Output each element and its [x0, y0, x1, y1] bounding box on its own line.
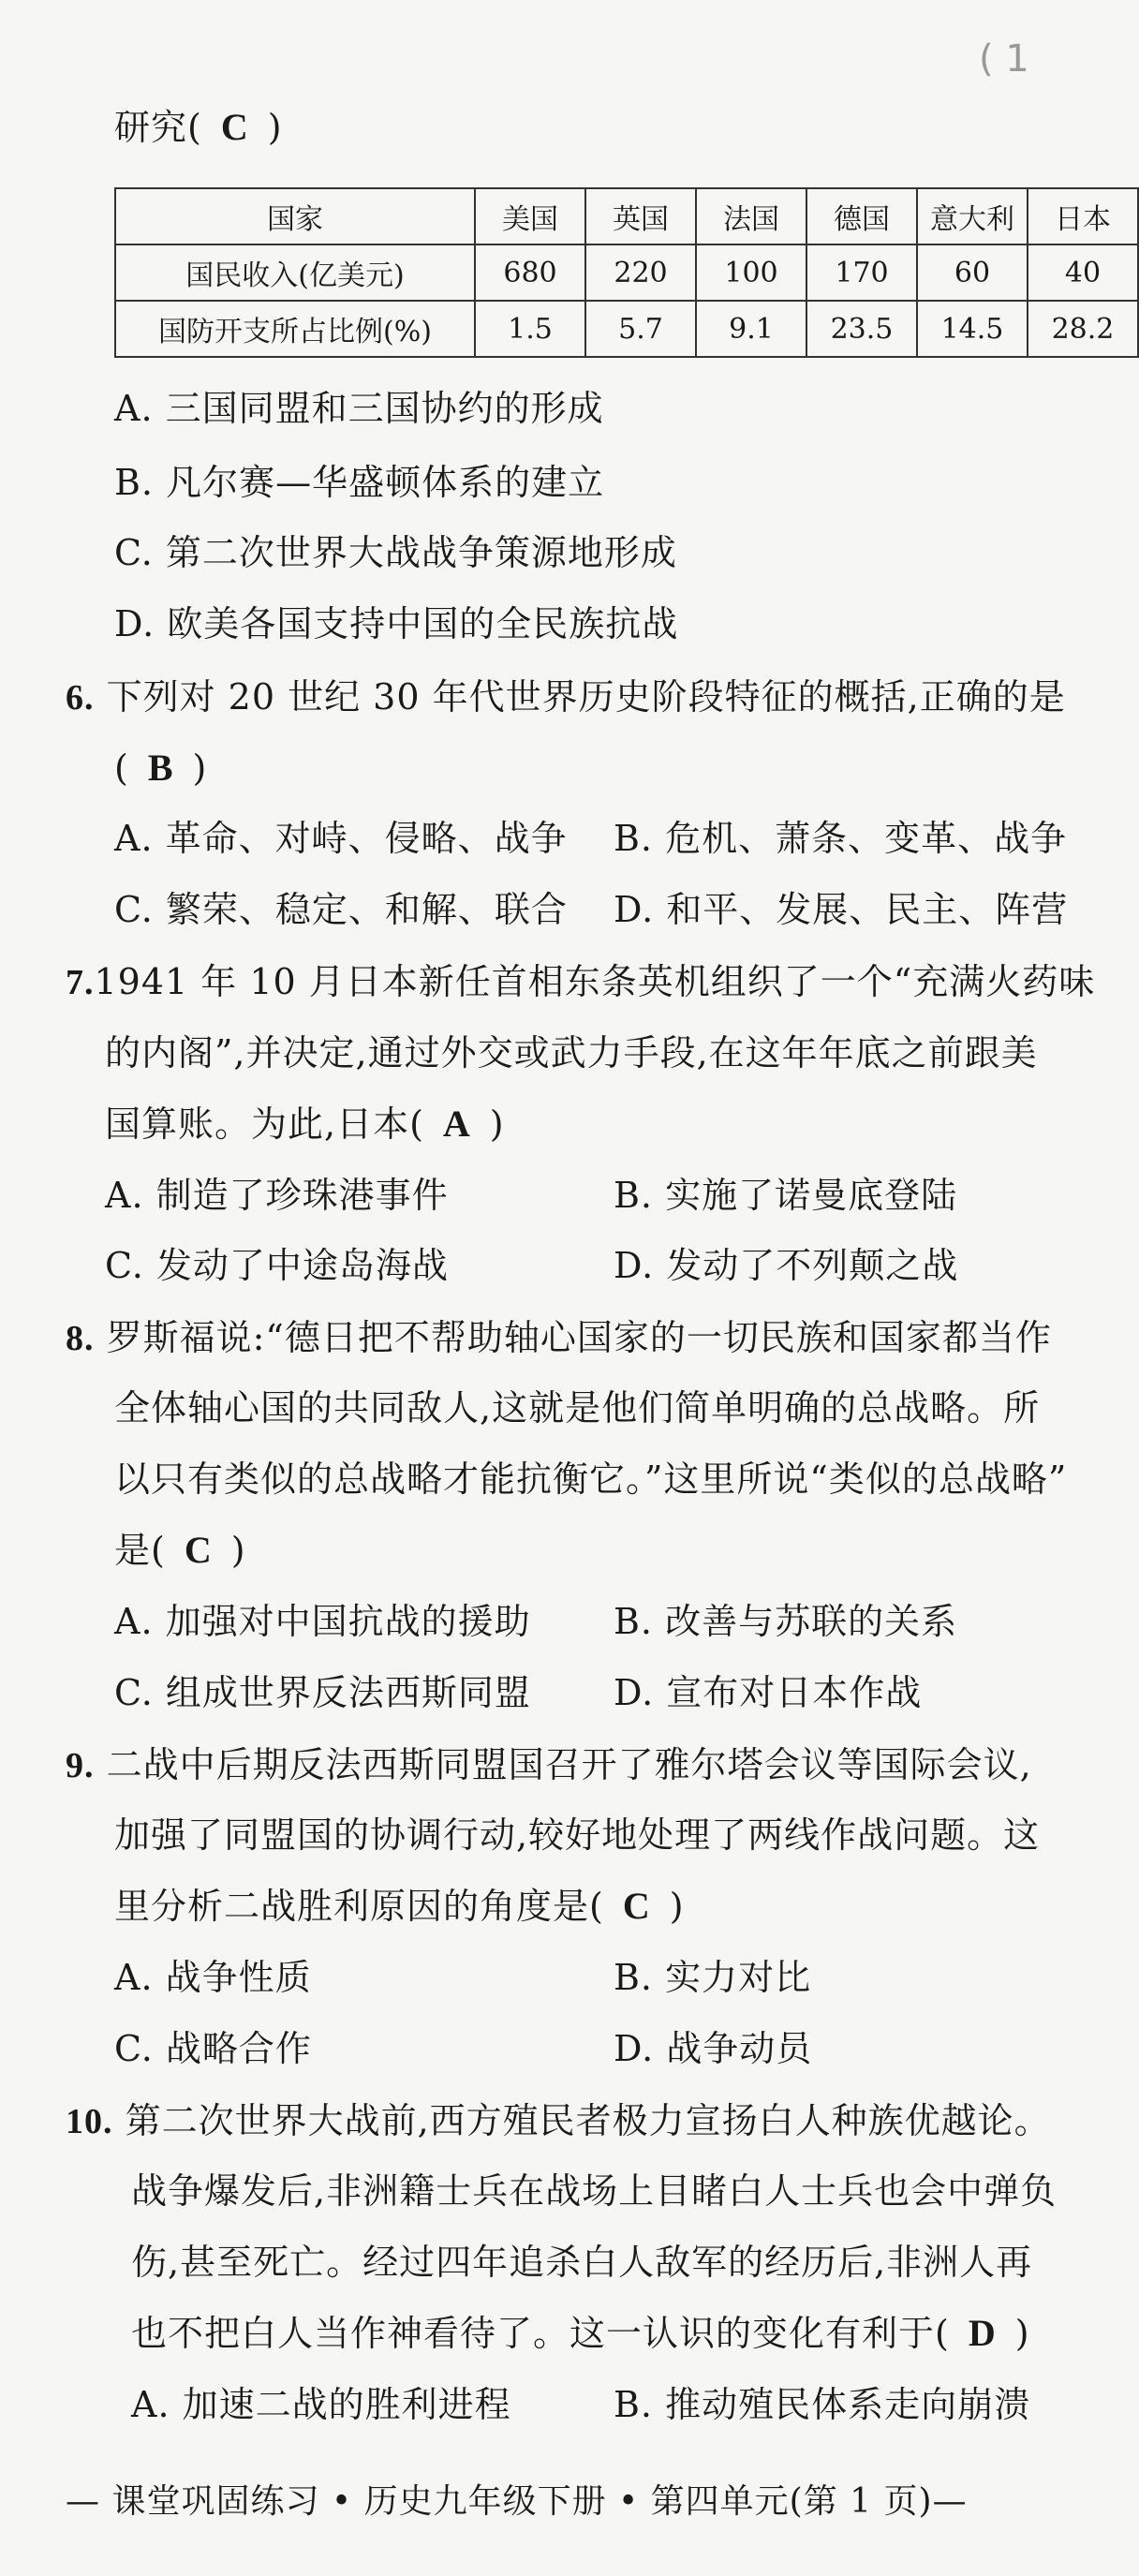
q5-option-c: C. 第二次世界大战战争策源地形成: [114, 532, 677, 573]
q6-stem-line1: 6. 下列对 20 世纪 30 年代世界历史阶段特征的概括,正确的是: [66, 676, 1066, 718]
q10-option-a: A. 加速二战的胜利进程: [131, 2384, 511, 2425]
table-cell: 英国: [585, 188, 696, 244]
table-header-row: [115, 188, 1138, 244]
q7-option-b: B. 实施了诺曼底登陆: [614, 1175, 958, 1216]
q5-option-b: B. 凡尔赛—华盛顿体系的建立: [114, 462, 605, 503]
q10-stem-line4: 也不把白人当作神看待了。这一认识的变化有利于( D ): [131, 2312, 1030, 2354]
table-cell: 1.5: [475, 301, 585, 357]
q7-option-a: A. 制造了珍珠港事件: [105, 1175, 449, 1216]
q9-stem-line2: 加强了同盟国的协调行动,较好地处理了两线作战问题。这: [114, 1814, 1041, 1856]
q7-stem-line1: 7.1941 年 10 月日本新任首相东条英机组织了一个“充满火药味: [66, 961, 1096, 1002]
q10-stem-line3: 伤,甚至死亡。经过四年追杀白人敌军的经历后,非洲人再: [131, 2242, 1033, 2283]
q9-stem-line3: 里分析二战胜利原因的角度是( C ): [114, 1885, 685, 1927]
table-cell: 100: [696, 244, 806, 301]
q5-option-a: A. 三国同盟和三国协约的形成: [114, 388, 604, 429]
q10-answer: D: [968, 2312, 997, 2354]
q7-number: 7.: [66, 963, 95, 1002]
q8-number: 8.: [66, 1319, 95, 1358]
q9-answer: C: [622, 1885, 651, 1927]
q10-option-b: B. 推动殖民体系走向崩溃: [614, 2384, 1031, 2425]
q8-option-b: B. 改善与苏联的关系: [614, 1601, 958, 1642]
q8-option-a: A. 加强对中国抗战的援助: [114, 1601, 531, 1642]
q8-stem-line3: 以只有类似的总战略才能抗衡它。”这里所说“类似的总战略”: [114, 1458, 1068, 1500]
q7-option-d: D. 发动了不列颠之战: [614, 1245, 959, 1286]
q8-answer: C: [184, 1529, 213, 1571]
table-cell: 23.5: [806, 301, 917, 357]
q6-number: 6.: [66, 678, 95, 718]
q8-stem-line1: 8. 罗斯福说:“德日把不帮助轴心国家的一切民族和国家都当作: [66, 1317, 1052, 1358]
q9-option-c: C. 战略合作: [114, 2028, 312, 2069]
q9-stem-line1: 9. 二战中后期反法西斯同盟国召开了雅尔塔会议等国际会议,: [66, 1744, 1032, 1785]
q6-option-a: A. 革命、对峙、侵略、战争: [114, 818, 568, 859]
q6-answer: B: [147, 747, 174, 789]
q8-stem-line2: 全体轴心国的共同敌人,这就是他们简单明确的总战略。所: [114, 1387, 1041, 1429]
table-cell: 国家: [115, 188, 475, 244]
table-cell: 14.5: [917, 301, 1028, 357]
table-cell: 5.7: [585, 301, 696, 357]
q9-option-d: D. 战争动员: [614, 2028, 813, 2069]
q7-stem-line3: 国算账。为此,日本( A ): [105, 1103, 505, 1145]
table-cell: 60: [917, 244, 1028, 301]
table-cell: 40: [1028, 244, 1138, 301]
q5-option-d: D. 欧美各国支持中国的全民族抗战: [114, 603, 679, 644]
table-cell: 意大利: [917, 188, 1028, 244]
table-cell: 9.1: [696, 301, 806, 357]
data-table: [114, 187, 1139, 358]
handwritten-mark: ( 1: [979, 37, 1029, 81]
table-row: [115, 301, 1138, 357]
q6-answer-line: ( B ): [114, 747, 208, 789]
q6-option-c: C. 繁荣、稳定、和解、联合: [114, 889, 568, 930]
table-cell: 德国: [806, 188, 917, 244]
q5-stem-tail: 研究( C ): [114, 106, 283, 148]
table-cell: 28.2: [1028, 301, 1138, 357]
table-cell: 日本: [1028, 188, 1138, 244]
q9-option-b: B. 实力对比: [614, 1957, 812, 1998]
q6-option-d: D. 和平、发展、民主、阵营: [614, 889, 1069, 930]
q8-option-c: C. 组成世界反法西斯同盟: [114, 1672, 531, 1713]
q7-option-c: C. 发动了中途岛海战: [105, 1245, 449, 1286]
table-cell: 美国: [475, 188, 585, 244]
q7-answer: A: [442, 1103, 471, 1145]
q10-stem-line2: 战争爆发后,非洲籍士兵在战场上目睹白人士兵也会中弹负: [131, 2170, 1058, 2212]
q7-stem-line2: 的内阁”,并决定,通过外交或武力手段,在这年年底之前跟美: [105, 1032, 1038, 1073]
q6-option-b: B. 危机、萧条、变革、战争: [614, 818, 1068, 859]
q8-option-d: D. 宣布对日本作战: [614, 1672, 923, 1713]
q10-stem-line1: 10. 第二次世界大战前,西方殖民者极力宣扬白人种族优越论。: [66, 2100, 1051, 2141]
q5-answer: C: [220, 106, 249, 148]
table-cell: 170: [806, 244, 917, 301]
q10-number: 10.: [66, 2102, 113, 2141]
q9-option-a: A. 战争性质: [114, 1957, 312, 1998]
q8-stem-line4: 是( C ): [114, 1529, 246, 1571]
q9-number: 9.: [66, 1746, 95, 1785]
table-cell: 680: [475, 244, 585, 301]
table-cell: 国民收入(亿美元): [115, 244, 475, 301]
page-footer: — 课堂巩固练习 • 历史九年级下册 • 第四单元(第 1 页)—: [66, 2482, 968, 2521]
table-cell: 国防开支所占比例(%): [115, 301, 475, 357]
table-row: [115, 244, 1138, 301]
table-cell: 220: [585, 244, 696, 301]
table-cell: 法国: [696, 188, 806, 244]
